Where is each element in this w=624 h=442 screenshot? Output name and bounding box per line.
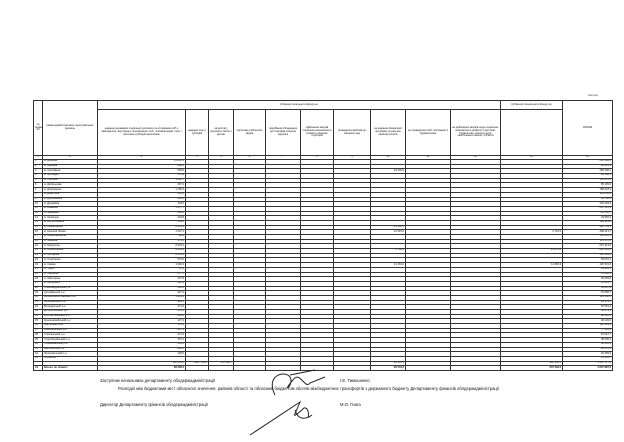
cell-c1: 174,2 — [98, 310, 186, 315]
cell-total: 4 847 887,0 — [563, 366, 613, 371]
cell-c1: 247,8 — [98, 277, 186, 282]
cell-c1: 219,8 — [98, 216, 186, 221]
cell-c9: 14 181,6 — [371, 263, 406, 268]
cell-name: м. Краматорськ — [43, 225, 98, 230]
cell-c1: 271,0 — [98, 333, 186, 338]
cell-total: 422 759,1 — [563, 225, 613, 230]
cell-n: 37 — [34, 328, 43, 333]
cell-n: 24 — [34, 267, 43, 272]
cell-n: 36 — [34, 324, 43, 329]
cell-name: Слов'янський р-н — [43, 333, 98, 338]
cell-n: 20 — [34, 249, 43, 254]
cell-name: м. Маріуполь — [43, 244, 98, 249]
cell-n: 41 — [34, 347, 43, 352]
cell-name: м. Дзержинськ — [43, 188, 98, 193]
cell-c1: 267,1 — [98, 183, 186, 188]
cell-n: 22 — [34, 258, 43, 263]
cell-n: 16 — [34, 230, 43, 235]
cell-name: м. Димитров — [43, 192, 98, 197]
cell-n: 3 — [34, 169, 43, 174]
cell-name: м. Авдіївка — [43, 164, 98, 169]
col-no-header: № рядка з/п — [34, 101, 43, 156]
cell-total: 66 173,7 — [563, 300, 613, 305]
deputy-label: Заступник начальника департаменту облдержадміністрації — [100, 378, 216, 383]
cell-c1: 227,1 — [98, 328, 186, 333]
note-text: Розподіл між бюджетами міст обласного значення, районів області та обласним бюджетом обсягів міжбюджетних трансфертів з державного бюджету Департаменту фінансів облдержадміністрації — [118, 386, 499, 391]
cell-c1: 780,9 — [98, 235, 186, 240]
cell-c1: 13 832,3 — [98, 160, 186, 165]
cell-c9: 23 493,9 — [371, 169, 406, 174]
cell-c1: 2 034,1 — [98, 244, 186, 249]
cell-total: 158 018,2 — [563, 188, 613, 193]
cell-empty — [451, 366, 501, 371]
cell-name: м. Докучаєвськ — [43, 197, 98, 202]
cell-n: 12 — [34, 211, 43, 216]
cell-c1: 171,4 — [98, 324, 186, 329]
cell-n: 14 — [34, 220, 43, 225]
cell-n: 33 — [34, 310, 43, 315]
cell-n: 32 — [34, 305, 43, 310]
cell-n: 42 — [34, 352, 43, 357]
column-number: 4 — [186, 156, 209, 160]
cell-c9: 12 419,0 — [371, 230, 406, 235]
column-number: 11 — [406, 156, 451, 160]
cell-name: Артемівський р-н — [43, 291, 98, 296]
cell-name: Красноармійський р-н — [43, 319, 98, 324]
column-number: 8 — [301, 156, 334, 160]
cell-total: 46 933,1 — [563, 164, 613, 169]
cell-n: 1 — [34, 160, 43, 165]
cell-n: 25 — [34, 272, 43, 277]
cell-total: 33 826,8 — [563, 267, 613, 272]
cell-c9: 90 534,2 — [371, 366, 406, 371]
column-header: проведення виборів до місцевих рад — [334, 110, 371, 156]
cell-c1: 145,0 — [98, 342, 186, 347]
cell-c1: 262,1 — [98, 197, 186, 202]
cell-n: 43 — [34, 356, 43, 361]
cell-n: 19 — [34, 244, 43, 249]
cell-c1: 326,1 — [98, 300, 186, 305]
cell-c1: 1 227,1 — [98, 230, 186, 235]
cell-c1: 356 363,2 — [98, 361, 186, 366]
cell-c1: 908,0 — [98, 164, 186, 169]
cell-name: Олександрівський р-н — [43, 286, 98, 291]
cell-n: 6 — [34, 183, 43, 188]
cell-name: Обласний — [43, 356, 98, 361]
cell-total: 196 223,4 — [563, 220, 613, 225]
cell-c1: 4 664,3 — [98, 249, 186, 254]
cell-total: 822 599,0 — [563, 249, 613, 254]
cell-empty — [406, 366, 451, 371]
cell-total: 33 925,7 — [563, 281, 613, 286]
deputy-name: І.Е. Тимошенко — [340, 378, 370, 383]
cell-total: 48 220,0 — [563, 319, 613, 324]
cell-total: 113 378,0 — [563, 239, 613, 244]
column-number: 1 — [34, 156, 43, 160]
cell-c1: 186,0 — [98, 211, 186, 216]
cell-name: Великоновосілківський р-н — [43, 295, 98, 300]
cell-name: м. Дружківка — [43, 202, 98, 207]
column-number: 13 — [501, 156, 563, 160]
column-number: 3 — [98, 156, 186, 160]
cell-name: Костянтинівський р-н — [43, 314, 98, 319]
cell-total: 74 090,9 — [563, 272, 613, 277]
cell-c1: 122,5 — [98, 347, 186, 352]
cell-c1: 766,2 — [98, 220, 186, 225]
cell-c3 — [209, 366, 234, 371]
cell-c1: 125,0 — [98, 352, 186, 357]
cell-c12: 222 166,5 — [501, 361, 563, 366]
column-header: здійснення заходів соціально-економічного розвитку окремих територій — [301, 110, 334, 156]
cell-total: 38 955,4 — [563, 342, 613, 347]
cell-c1: 2 034,3 — [98, 225, 186, 230]
cell-total: 133 403,2 — [563, 202, 613, 207]
cell-n: 17 — [34, 235, 43, 240]
cell-c1: 38 300,2 — [98, 366, 186, 371]
cell-n: 7 — [34, 188, 43, 193]
cell-n: 34 — [34, 314, 43, 319]
cell-total: 38 095,4 — [563, 338, 613, 343]
column-header: на виплату допомоги сім'ям з дітьми — [209, 110, 234, 156]
cell-n: 13 — [34, 216, 43, 221]
cell-c1: 414,5 — [98, 192, 186, 197]
cell-c1: 127,4 — [98, 319, 186, 324]
cell-total: 30 879,1 — [563, 310, 613, 315]
cell-n: 15 — [34, 225, 43, 230]
cell-n: 11 — [34, 206, 43, 211]
cell-c1: 1 940,3 — [98, 263, 186, 268]
cell-c12: 2 710,6 — [501, 230, 563, 235]
cell-name: Ясинуватський р-н — [43, 352, 98, 357]
cell-n: 38 — [34, 333, 43, 338]
cell-c1: 173,9 — [98, 174, 186, 179]
cell-total: 33 965,3 — [563, 216, 613, 221]
cell-n: 44 — [34, 366, 43, 371]
column-header: на проведення робіт пов'язаних з будівництвом — [406, 110, 451, 156]
column-header: на здійснення заходів щодо соціально-економічного розвитку територій, будівництва, реконструкції, капітального ремонту об'єктів — [451, 110, 501, 156]
cell-total: 59 601,1 — [563, 258, 613, 263]
column-number: 10 — [371, 156, 406, 160]
transfers-table — [33, 100, 613, 371]
cell-total: 51 558,7 — [563, 291, 613, 296]
cell-c9: 15 642,6 — [371, 225, 406, 230]
cell-n: 18 — [34, 239, 43, 244]
cell-total: 40 476,5 — [563, 347, 613, 352]
cell-name: м. Новогродівка — [43, 249, 98, 254]
cell-name: Всього по області — [43, 366, 98, 371]
cell-total: 361 178,2 — [563, 178, 613, 183]
cell-name: м. Костянтинівка — [43, 220, 98, 225]
cell-c1: 2 661,3 — [98, 253, 186, 258]
col-name-header: Назва адміністративно-територіальних одиниць — [43, 101, 98, 156]
cell-c1: 87,8 — [98, 267, 186, 272]
cell-name: м. Торез — [43, 267, 98, 272]
cell-name: м. Ясинувата — [43, 281, 98, 286]
cell-name: Тельманівський р-н — [43, 342, 98, 347]
cell-name: Старобешівський р-н — [43, 338, 98, 343]
column-number: 9 — [334, 156, 371, 160]
cell-c1: 102,9 — [98, 281, 186, 286]
signature-2 — [240, 390, 330, 440]
cell-name: Мар'їнський р-н — [43, 324, 98, 329]
director-label: Директор Департаменту фінансів облдержадміністрації — [100, 402, 208, 407]
cell-c1: 327,4 — [98, 291, 186, 296]
cell-total: 21 706,7 — [563, 211, 613, 216]
column-header: придбання обладнання для закладів охорони здоров'я — [266, 110, 301, 156]
cell-n: 40 — [34, 342, 43, 347]
director-name: М.О. Гнига — [340, 402, 361, 407]
cell-n: 5 — [34, 178, 43, 183]
cell-total: 48 220,1 — [563, 314, 613, 319]
cell-total: 54 515,7 — [563, 333, 613, 338]
cell-c1: 216,6 — [98, 286, 186, 291]
cell-c1: 669,9 — [98, 169, 186, 174]
cell-name: Володарський р-н — [43, 305, 98, 310]
cell-name: м. Горлівка — [43, 178, 98, 183]
cell-total: 121 058,1 — [563, 295, 613, 300]
column-number: 7 — [266, 156, 301, 160]
cell-name: м. Красноармійськ — [43, 235, 98, 240]
cell-total: 262 300,5 — [563, 160, 613, 165]
cell-name: м. Харцизьк — [43, 272, 98, 277]
cell-total: 112 909,4 — [563, 324, 613, 329]
cell-total: 193 464,8 — [563, 253, 613, 258]
cell-c12: 272 333,2 — [501, 366, 563, 371]
cell-total: 35 541,7 — [563, 356, 613, 361]
cell-n: 10 — [34, 202, 43, 207]
cell-n: 26 — [34, 277, 43, 282]
special-fund-header: Субвенції спеціального фонду на: — [501, 101, 563, 110]
cell-name: м. Шахтарськ — [43, 277, 98, 282]
column-header: на надання фінансової підтримки за рахунок залишку коштів — [371, 110, 406, 156]
cell-name: м. Артемівськ — [43, 169, 98, 174]
cell-c1: 1 212,7 — [98, 178, 186, 183]
cell-total: 41 708,1 — [563, 197, 613, 202]
cell-name: м. Сніжне — [43, 263, 98, 268]
cell-c1: 277,7 — [98, 272, 186, 277]
cell-total: 77 184,1 — [563, 328, 613, 333]
cell-total: 85 195,0 — [563, 183, 613, 188]
cell-n: 21 — [34, 253, 43, 258]
column-number: 14 — [563, 156, 613, 160]
total-header: РАЗОМ — [563, 101, 613, 156]
cell-n: 4 — [34, 174, 43, 179]
cell-c12: 21 457,8 — [501, 249, 563, 254]
cell-total: 420 531,5 — [563, 263, 613, 268]
cell-name: м. Єнакієве — [43, 206, 98, 211]
cell-c1: 1 155,4 — [98, 188, 186, 193]
cell-name: Добропільський р-н — [43, 310, 98, 315]
cell-name: м. Кіровське — [43, 216, 98, 221]
column-number: 2 — [43, 156, 98, 160]
cell-total: 110 066,4 — [563, 192, 613, 197]
cell-n: 9 — [34, 197, 43, 202]
cell-name: м. Макіївка — [43, 239, 98, 244]
cell-name: Волноваський р-н — [43, 300, 98, 305]
cell-total: 297 515,9 — [563, 206, 613, 211]
cell-total: 60 551,4 — [563, 305, 613, 310]
column-header: надання державної соціальної допомоги на утримання осіб з інвалідністю, внутрішньо переміщених осіб, та компенсацій, пільг і житлових субсидій населенню — [98, 110, 186, 156]
cell-c9: 4 798,9 — [371, 249, 406, 254]
cell-c1: 375,1 — [98, 338, 186, 343]
cell-name: Новоазовський р-н — [43, 328, 98, 333]
cell-name: м. Донецьк — [43, 160, 98, 165]
cell-total: 32 558,6 — [563, 174, 613, 179]
cell-name: м. Слов'янськ — [43, 258, 98, 263]
cell-c3: 178 522,7 — [209, 361, 234, 366]
cell-n: 8 — [34, 192, 43, 197]
cell-c2: 1 997 144,0 — [186, 361, 209, 366]
cell-name: Шахтарський р-н — [43, 347, 98, 352]
cell-n: 23 — [34, 263, 43, 268]
cell-name: м. Дебальцеве — [43, 183, 98, 188]
cell-n: 39 — [34, 338, 43, 343]
cell-name: м. Красний Лиман — [43, 230, 98, 235]
cell-total: 458 413,7 — [563, 230, 613, 235]
cell-total: 40 355,6 — [563, 352, 613, 357]
cell-total: 676 413,0 — [563, 244, 613, 249]
column-header: підготовку робітничих кадрів — [234, 110, 266, 156]
cell-c1: 371,6 — [98, 239, 186, 244]
column-number: 5 — [209, 156, 234, 160]
general-fund-header: Субвенції загального фонду на: — [98, 101, 501, 110]
cell-name: м. Селидове — [43, 253, 98, 258]
cell-n: 29 — [34, 291, 43, 296]
cell-total: 69 669,5 — [563, 277, 613, 282]
cell-c12: 11 983,3 — [501, 263, 563, 268]
cell-c1: 1 025,2 — [98, 295, 186, 300]
cell-n: 30 — [34, 295, 43, 300]
unit-label: тис.грн — [588, 93, 598, 97]
cell-name: м. Вугледар — [43, 174, 98, 179]
cell-n: 27 — [34, 281, 43, 286]
column-number: 6 — [234, 156, 266, 160]
cell-c1: 271,0 — [98, 305, 186, 310]
cell-c1: 212,8 — [98, 314, 186, 319]
cell-total: 283 458,1 — [563, 169, 613, 174]
cell-c1: 433,6 — [98, 202, 186, 207]
cell-n: 2 — [34, 164, 43, 169]
cell-c1: 1 177,7 — [98, 206, 186, 211]
cell-n: 35 — [34, 319, 43, 324]
cell-c1: 573,2 — [98, 258, 186, 263]
cell-total: 64 487,9 — [563, 286, 613, 291]
cell-total: 100 616,1 — [563, 235, 613, 240]
column-header: надання пільг і субсидій — [186, 110, 209, 156]
cell-n: 28 — [34, 286, 43, 291]
cell-n: 31 — [34, 300, 43, 305]
cell-name: м. Жданівка — [43, 211, 98, 216]
cell-c9: 60 510,5 — [371, 361, 406, 366]
column-number: 12 — [451, 156, 501, 160]
cell-total: 2 467 177,0 — [563, 361, 613, 366]
cell-c2 — [186, 366, 209, 371]
